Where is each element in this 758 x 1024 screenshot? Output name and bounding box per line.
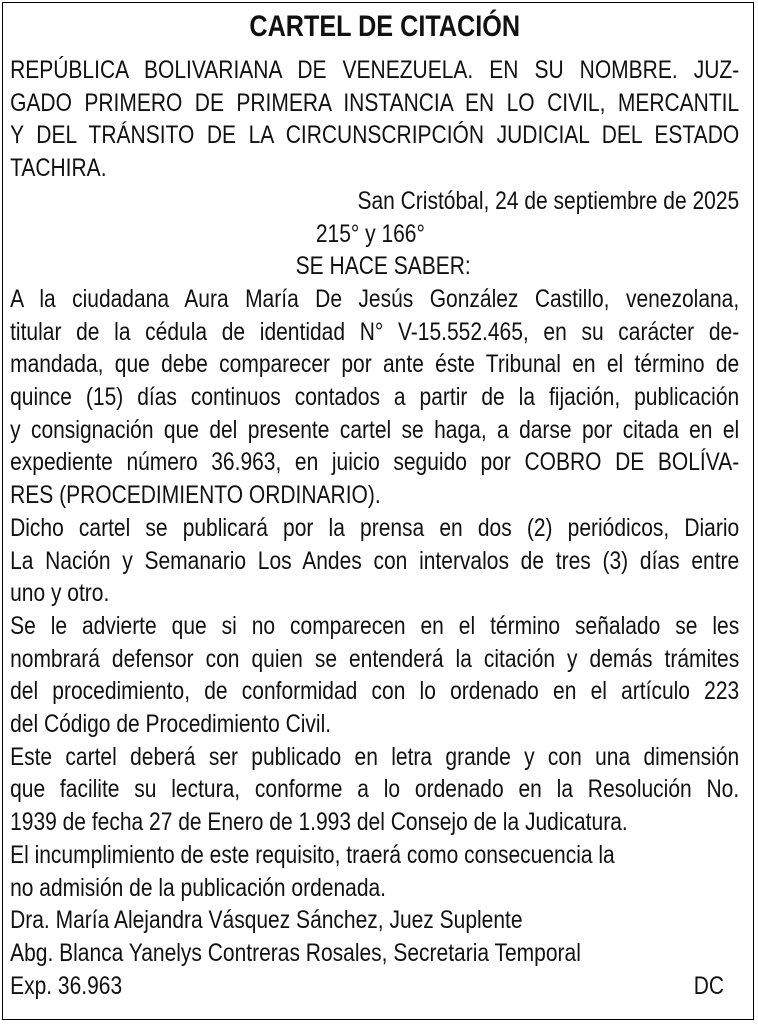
paragraph-line: y consignación que del presente cartel se haga, a darse por citada en el [10,415,740,444]
paragraph-noncompliance [10,839,739,904]
court-header [10,54,739,185]
paragraph-line: El incumplimiento de este requisito, traerá como consecuencia la [10,840,615,869]
court-header-line: GADO PRIMERO DE PRIMERA INSTANCIA EN LO CIVIL, MERCANTIL [10,88,740,117]
court-header-line: Y DEL TRÁNSITO DE LA CIRCUNSCRIPCIÓN JUDICIAL DEL ESTADO [10,121,740,150]
years-line: 215° y 166° [315,219,425,248]
court-header-line: TACHIRA. [10,154,107,183]
paragraph-line: Dicho cartel se publicará por la prensa en dos (2) periódicos, Diario [10,513,740,542]
paragraph-line: A la ciudadana Aura María De Jesús González Castillo, venezolana, [10,284,740,313]
notice-title: CARTEL DE CITACIÓN [249,10,521,43]
paragraph-line: Se le advierte que si no comparecen en el término señalado se les [10,611,740,640]
se-hace-saber: SE HACE SABER: [295,252,471,281]
initials: DC [693,971,725,1000]
paragraph-publication [10,512,739,610]
paragraph-format [10,741,739,839]
signature-secretary: Abg. Blanca Yanelys Contreras Rosales, Secretaria Temporal [10,938,581,967]
paragraph-line: 1939 de fecha 27 de Enero de 1.993 del Consejo de la Judicatura. [10,808,628,837]
paragraph-warning [10,610,739,741]
paragraph-line: nombrará defensor con quien se entenderá la citación y demás trámites [10,644,740,673]
paragraph-line: que facilite su lectura, conforme a lo ordenado en la Resolución No. [10,775,740,804]
file-number: Exp. 36.963 [10,971,123,1000]
paragraph-line: no admisión de la publicación ordenada. [10,873,387,902]
paragraph-line: La Nación y Semanario Los Andes con intervalos de tres (3) días entre [10,546,740,575]
court-header-line: REPÚBLICA BOLIVARIANA DE VENEZUELA. EN SU NOMBRE. JUZ- [10,56,740,84]
paragraph-line: uno y otro. [10,579,110,608]
paragraph-line: expediente número 36.963, en juicio seguido por COBRO DE BOLÍVA- [10,448,740,477]
place-date: San Cristóbal, 24 de septiembre de 2025 [357,186,740,215]
paragraph-line: titular de la cédula de identidad N° V-15.552.465, en su carácter de- [10,317,740,346]
paragraph-line: del Código de Procedimiento Civil. [10,710,332,739]
paragraph-line: quince (15) días continuos contados a partir de la fijación, publicación [10,383,740,412]
signature-judge: Dra. María Alejandra Vásquez Sánchez, Juez Suplente [10,906,523,935]
footer [10,970,724,1003]
paragraph-line: mandada, que debe comparecer por ante éste Tribunal en el término de [10,350,740,379]
paragraph-line: del procedimiento, de conformidad con lo ordenado en el artículo 223 [10,677,740,706]
paragraph-line: Este cartel deberá ser publicado en letra grande y con una dimensión [10,742,740,771]
paragraph-citation [10,283,739,512]
paragraph-line: RES (PROCEDIMIENTO ORDINARIO). [10,481,381,510]
